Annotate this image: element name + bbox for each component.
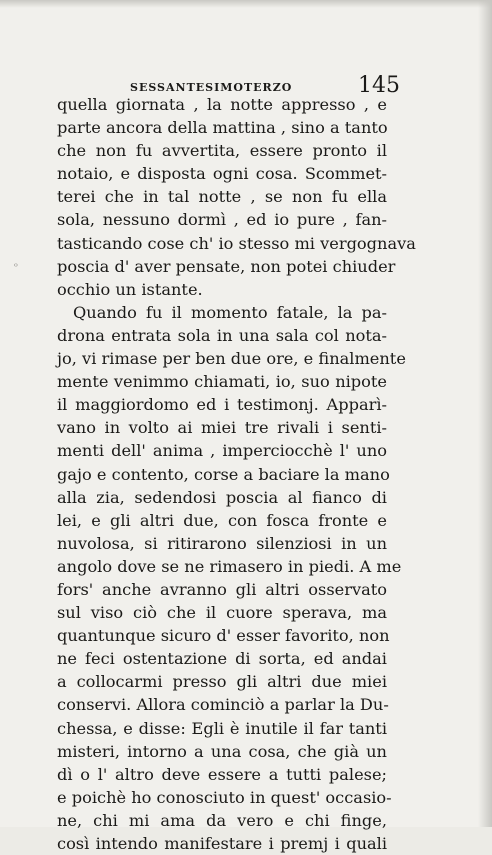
text-line: mente venimmo chiamati, io, suo nipote <box>57 372 387 392</box>
running-head: SESSANTESIMOTERZO <box>130 81 293 94</box>
text-line: ne feci ostentazione di sorta, ed andai <box>57 649 387 669</box>
text-line: vano in volto ai miei tre rivali i senti- <box>57 418 387 438</box>
text-line: così intendo manifestare i premj i quali <box>57 834 387 853</box>
text-line: fors' anche avranno gli altri osservato <box>57 579 387 599</box>
text-line: alla zia, sedendosi poscia al fianco di <box>57 487 387 507</box>
margin-mark: ᵒ <box>14 262 18 273</box>
text-line: che non fu avvertita, essere pronto il <box>57 141 387 161</box>
text-line: ne, chi mi ama da vero e chi finge, <box>57 810 387 830</box>
text-line: parte ancora della mattina , sino a tanto <box>57 118 388 138</box>
text-line: terei che in tal notte , se non fu ella <box>57 187 387 207</box>
body-text <box>57 93 416 855</box>
text-line: dì o l' altro deve essere a tutti palese; <box>57 764 387 784</box>
text-line: menti dell' anima , imperciocchè l' uno <box>57 441 387 461</box>
text-line: nuvolosa, si ritirarono silenziosi in un <box>57 533 387 553</box>
page-number: 145 <box>358 73 400 98</box>
text-line: quella giornata , la notte appresso , e <box>57 95 387 114</box>
text-line: notaio, e disposta ogni cosa. Scommet- <box>57 164 387 184</box>
page-top-shadow <box>0 0 492 8</box>
text-line: angolo dove se ne rimasero in piedi. A me <box>57 556 402 576</box>
text-line: Quando fu il momento fatale, la pa- <box>73 302 387 322</box>
text-line: sul viso ciò che il cuore sperava, ma <box>57 603 387 623</box>
text-line: lei, e gli altri due, con fosca fronte e <box>57 510 387 530</box>
text-line: chessa, e disse: Egli è inutile il far tanti <box>57 718 387 738</box>
text-line: e poichè ho conosciuto in quest' occasio- <box>57 787 392 807</box>
text-line: poscia d' aver pensate, non potei chiuder <box>57 256 396 276</box>
text-line: occhio un istante. <box>57 279 203 299</box>
text-line: conservi. Allora cominciò a parlar la Du- <box>57 695 389 715</box>
page-edge-shadow <box>478 0 492 827</box>
text-line: tasticando cose ch' io stesso mi vergognava <box>57 233 416 253</box>
text-line: jo, vi rimase per ben due ore, e finalmente <box>57 349 406 369</box>
text-line: a collocarmi presso gli altri due miei <box>57 672 387 692</box>
text-line: drona entrata sola in una sala col nota- <box>57 325 387 345</box>
text-line: sola, nessuno dormì , ed io pure , fan- <box>57 210 387 230</box>
text-line: il maggiordomo ed i testimonj. Apparì- <box>57 395 387 415</box>
text-line: quantunque sicuro d' esser favorito, non <box>57 626 390 646</box>
text-line: gajo e contento, corse a baciare la mano <box>57 464 390 484</box>
text-line: misteri, intorno a una cosa, che già un <box>57 741 387 761</box>
